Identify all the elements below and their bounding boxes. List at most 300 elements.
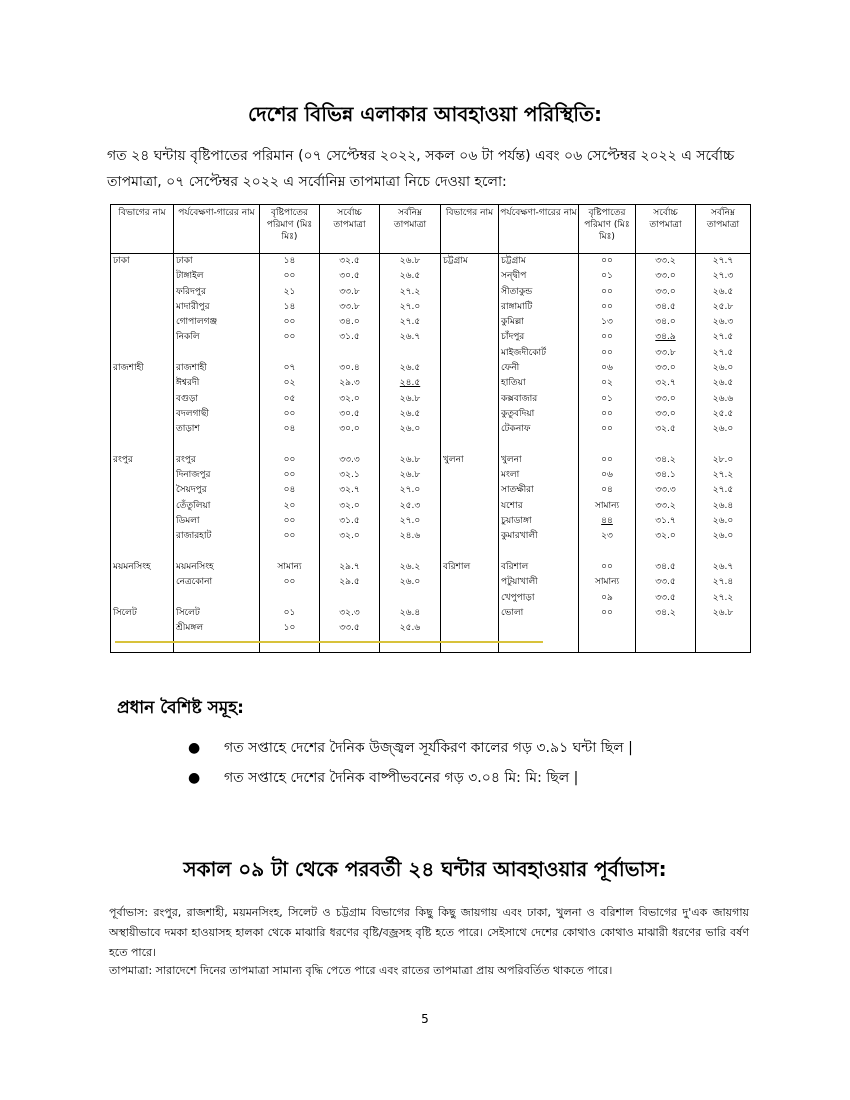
cell-division [441, 514, 499, 529]
cell-max-temp: ৩৪.৯ [636, 330, 696, 345]
cell-rainfall: ০১ [579, 392, 636, 407]
cell-min-temp: ২৬.৫ [380, 269, 441, 284]
cell-division [441, 499, 499, 514]
cell-station: তেঁতুলিয়া [174, 499, 260, 514]
cell-rainfall: ০০ [260, 575, 320, 590]
cell-rainfall: ০০ [260, 315, 320, 330]
table-row [111, 453, 751, 468]
cell-station [499, 438, 579, 453]
cell-min-temp: ২৫.৮ [696, 300, 751, 315]
cell-rainfall: সামান্য [579, 499, 636, 514]
cell-station: গোপালগঞ্জ [174, 315, 260, 330]
cell-min-temp: ২৭.৫ [380, 315, 441, 330]
cell-division [441, 376, 499, 391]
cell-max-temp: ৩০.৫ [320, 407, 380, 422]
cell-station: কুমারখালী [499, 529, 579, 544]
cell-station [174, 346, 260, 361]
cell-max-temp [636, 621, 696, 636]
cell-division [441, 300, 499, 315]
cell-division [441, 269, 499, 284]
cell-division [441, 438, 499, 453]
cell-max-temp [636, 438, 696, 453]
cell-station: শ্রীমঙ্গল [174, 621, 260, 636]
cell-station: তাড়াশ [174, 422, 260, 437]
cell-station: বদলগাছী [174, 407, 260, 422]
cell-max-temp: ৩৩.৮ [320, 300, 380, 315]
table-row [111, 514, 751, 529]
cell-station: হাতিয়া [499, 376, 579, 391]
cell-max-temp: ৩৩.০ [636, 269, 696, 284]
cell-rainfall: সামান্য [260, 560, 320, 575]
cell-station: বরিশাল [499, 560, 579, 575]
header-min-temp: সর্বনিম্ন তাপমাত্রা [380, 205, 441, 254]
cell-rainfall: ৪৪ [579, 514, 636, 529]
cell-division [111, 376, 174, 391]
cell-min-temp: ২৬.৮ [380, 468, 441, 483]
cell-division [441, 636, 499, 652]
cell-max-temp: ৩২.০ [320, 499, 380, 514]
table-row [111, 483, 751, 498]
intro-paragraph: গত ২৪ ঘন্টায় বৃষ্টিপাতের পরিমান (০৭ সেপ্টেম্বর ২০২২, সকল ০৬ টা পর্যন্ত) এবং ০৬ সেপ্টেম্বর ২০২২ এ সর্বোচ্চ তাপমাত্রা, ০৭ সেপ্টেম্বর ২০২২ এ সর্বোনিম্ন তাপমাত্রা নিচে দেওয়া হলো: [107, 148, 735, 190]
cell-rainfall: ১০ [260, 621, 320, 636]
cell-min-temp: ২৬.৭ [696, 560, 751, 575]
cell-station: খেপুপাড়া [499, 591, 579, 606]
table-row [111, 285, 751, 300]
cell-rainfall: ০০ [579, 330, 636, 345]
cell-station: টেকনাফ [499, 422, 579, 437]
cell-min-temp [696, 636, 751, 652]
cell-station [174, 636, 260, 652]
forecast-title: সকাল ০৯ টা থেকে পরবর্তী ২৪ ঘন্টার আবহাওয়ার পূর্বাভাস: [183, 857, 667, 881]
header-rainfall: বৃষ্টিপাতের পরিমাণ (মিঃ মিঃ) [260, 205, 320, 254]
cell-rainfall [260, 545, 320, 560]
cell-min-temp: ২৭.২ [696, 591, 751, 606]
table-row [111, 621, 751, 636]
cell-rainfall: ০৬ [579, 361, 636, 376]
cell-division [441, 346, 499, 361]
cell-division [441, 392, 499, 407]
cell-rainfall [579, 438, 636, 453]
cell-division [441, 575, 499, 590]
cell-division [111, 330, 174, 345]
cell-station: রংপুর [174, 453, 260, 468]
cell-max-temp: ২৯.৫ [320, 575, 380, 590]
table-row [111, 468, 751, 483]
cell-max-temp: ৩২.১ [320, 468, 380, 483]
cell-rainfall: ০০ [579, 422, 636, 437]
cell-station: কুতুবদিয়া [499, 407, 579, 422]
cell-division: খুলনা [441, 453, 499, 468]
cell-station: সীতাকুন্ড [499, 285, 579, 300]
features-heading: প্রধান বৈশিষ্ট সমূহ: [117, 698, 244, 718]
cell-max-temp: ৩২.৫ [636, 422, 696, 437]
cell-rainfall: ০১ [260, 606, 320, 621]
cell-rainfall: ০০ [260, 453, 320, 468]
cell-rainfall: ২১ [260, 285, 320, 300]
table-row [111, 269, 751, 284]
cell-max-temp: ৩২.৭ [320, 483, 380, 498]
cell-rainfall: ০৪ [260, 483, 320, 498]
cell-max-temp: ৩১.৫ [320, 330, 380, 345]
cell-min-temp: ২৬.৩ [696, 315, 751, 330]
table-row [111, 361, 751, 376]
cell-max-temp: ৩৩.৫ [636, 575, 696, 590]
cell-max-temp: ৩৪.০ [636, 315, 696, 330]
cell-min-temp: ২৬.৮ [380, 453, 441, 468]
cell-station: নিকলি [174, 330, 260, 345]
cell-min-temp: ২৬.০ [380, 575, 441, 590]
table-row [111, 545, 751, 560]
cell-division: রংপুর [111, 453, 174, 468]
cell-division [111, 636, 174, 652]
table-row [111, 606, 751, 621]
cell-station: মাদারীপুর [174, 300, 260, 315]
cell-division [111, 315, 174, 330]
cell-division [441, 285, 499, 300]
cell-station [174, 545, 260, 560]
cell-max-temp: ৩৩.৫ [636, 591, 696, 606]
cell-max-temp: ৩৩.০ [636, 361, 696, 376]
cell-rainfall: ২০ [260, 499, 320, 514]
cell-rainfall: ০০ [579, 453, 636, 468]
cell-min-temp: ২৭.২ [696, 468, 751, 483]
cell-rainfall: ০০ [260, 330, 320, 345]
cell-max-temp: ৩৩.২ [636, 499, 696, 514]
cell-station: সিলেট [174, 606, 260, 621]
table-row [111, 300, 751, 315]
cell-max-temp [320, 636, 380, 652]
cell-min-temp: ২৬.৮ [380, 392, 441, 407]
cell-rainfall: ০০ [260, 514, 320, 529]
cell-min-temp: ২৭.৭ [696, 254, 751, 270]
cell-min-temp: ২৭.০ [380, 514, 441, 529]
cell-station: চাঁদপুর [499, 330, 579, 345]
cell-min-temp: ২৬.৮ [696, 606, 751, 621]
page-number: 5 [421, 1012, 429, 1026]
cell-rainfall: ০০ [260, 468, 320, 483]
cell-station [499, 636, 579, 652]
cell-station [174, 438, 260, 453]
cell-division [111, 545, 174, 560]
cell-max-temp: ৩০.০ [320, 422, 380, 437]
cell-rainfall: ০০ [579, 254, 636, 270]
cell-min-temp [380, 591, 441, 606]
cell-max-temp: ৩৩.০ [636, 407, 696, 422]
cell-rainfall: সামান্য [579, 575, 636, 590]
cell-max-temp: ২৯.৭ [320, 560, 380, 575]
header-max-temp: সর্বোচ্চ তাপমাত্রা [320, 205, 380, 254]
cell-rainfall [260, 438, 320, 453]
table-row [111, 636, 751, 652]
cell-rainfall: ০৯ [579, 591, 636, 606]
cell-max-temp: ৩৩.২ [636, 254, 696, 270]
table-header-row [111, 205, 751, 254]
cell-division [111, 575, 174, 590]
cell-division [441, 545, 499, 560]
cell-station: সন্দ্বীপ [499, 269, 579, 284]
cell-station: চট্টগ্রাম [499, 254, 579, 270]
header-rainfall: বৃষ্টিপাতের পরিমাণ (মিঃ মিঃ) [579, 205, 636, 254]
cell-max-temp: ৩৪.২ [636, 453, 696, 468]
bullet-text: গত সপ্তাহে দেশের দৈনিক বাষ্পীভবনের গড় ৩.০৪ মি: মি: ছিল | [224, 770, 579, 786]
cell-max-temp: ৩৩.৮ [636, 346, 696, 361]
cell-min-temp: ২৬.৪ [380, 606, 441, 621]
cell-max-temp: ৩২.০ [320, 529, 380, 544]
cell-min-temp: ২৬.৫ [696, 376, 751, 391]
cell-max-temp: ৩৩.৩ [320, 453, 380, 468]
cell-division [441, 407, 499, 422]
cell-station: দিনাজপুর [174, 468, 260, 483]
table-row [111, 591, 751, 606]
cell-rainfall: ০০ [579, 346, 636, 361]
cell-division: রাজশাহী [111, 361, 174, 376]
cell-rainfall [260, 636, 320, 652]
cell-rainfall: ১৪ [260, 300, 320, 315]
cell-division [111, 529, 174, 544]
table-row [111, 529, 751, 544]
cell-division [441, 422, 499, 437]
cell-min-temp: ২৭.৫ [696, 330, 751, 345]
forecast-paragraph: পূর্বাভাস: রংপুর, রাজশাহী, ময়মনসিংহ, সিলেট ও চট্টগ্রাম বিভাগের কিছু কিছু জায়গায় এবং ঢাকা, খুলনা ও বরিশাল বিভাগের দু'এক জায়গায় অস্থায়ীভাবে দমকা হাওয়াসহ হালকা থেকে মাঝারি ধরণের বৃষ্টি/বজ্রসহ বৃষ্টি হতে পারে। সেইসাথে দেশের কোথাও কোথাও মাঝারী ধরণের ভারি বর্ষণ হতে পারে। [109, 906, 749, 959]
cell-rainfall: ০৪ [579, 483, 636, 498]
cell-min-temp: ২৬.৫ [380, 361, 441, 376]
cell-station: রাজশাহী [174, 361, 260, 376]
cell-station: নেত্রকোনা [174, 575, 260, 590]
cell-min-temp: ২৬.০ [696, 361, 751, 376]
bullet-text: গত সপ্তাহে দেশের দৈনিক উজ্জ্বল সূর্যকিরণ কালের গড় ৩.৯১ ঘন্টা ছিল | [224, 740, 633, 756]
bullet-icon: ● [188, 770, 201, 786]
cell-max-temp: ৩৩.০ [636, 392, 696, 407]
cell-min-temp: ২৬.৪ [696, 499, 751, 514]
cell-min-temp: ২৮.০ [696, 453, 751, 468]
cell-division: ময়মনসিংহ [111, 560, 174, 575]
cell-rainfall: ১৩ [579, 315, 636, 330]
cell-division [111, 392, 174, 407]
cell-station: রাঙ্গামাটি [499, 300, 579, 315]
cell-rainfall: ০০ [579, 606, 636, 621]
cell-station: ভোলা [499, 606, 579, 621]
cell-max-temp [320, 346, 380, 361]
header-division: বিভাগের নাম [111, 205, 174, 254]
cell-min-temp: ২৪.৬ [380, 529, 441, 544]
features-list [188, 733, 633, 793]
cell-max-temp [636, 545, 696, 560]
cell-max-temp [320, 545, 380, 560]
bullet-icon: ● [188, 740, 201, 756]
cell-division: চট্টগ্রাম [441, 254, 499, 270]
header-max-temp: সর্বোচ্চ তাপমাত্রা [636, 205, 696, 254]
cell-rainfall [579, 545, 636, 560]
cell-division [111, 422, 174, 437]
cell-rainfall: ০০ [260, 407, 320, 422]
cell-max-temp: ৩১.৭ [636, 514, 696, 529]
temperature-paragraph: তাপমাত্রা: সারাদেশে দিনের তাপমাত্রা সামান্য বৃদ্ধি পেতে পারে এবং রাতের তাপমাত্রা প্রায় অপরিবর্তিত থাকতে পারে। [109, 964, 613, 977]
cell-max-temp: ৩৪.৫ [636, 560, 696, 575]
cell-max-temp: ৩২.৫ [320, 254, 380, 270]
cell-station: কক্সবাজার [499, 392, 579, 407]
cell-station: রাজারহাট [174, 529, 260, 544]
cell-division: সিলেট [111, 606, 174, 621]
cell-max-temp: ৩৩.৩ [636, 483, 696, 498]
cell-division [111, 621, 174, 636]
cell-max-temp [320, 591, 380, 606]
cell-min-temp: ২৬.০ [696, 529, 751, 544]
cell-rainfall [579, 621, 636, 636]
cell-division [111, 483, 174, 498]
cell-rainfall: ০২ [579, 376, 636, 391]
cell-min-temp [380, 636, 441, 652]
cell-max-temp: ৩৪.০ [320, 315, 380, 330]
cell-min-temp: ২৭.৫ [696, 483, 751, 498]
table-row [111, 392, 751, 407]
cell-min-temp: ২৬.৬ [696, 392, 751, 407]
cell-min-temp [380, 346, 441, 361]
cell-min-temp: ২৫.৫ [696, 407, 751, 422]
cell-rainfall: ০০ [579, 285, 636, 300]
cell-min-temp: ২৬.০ [696, 422, 751, 437]
header-station: পর্যবেক্ষণা-গারের নাম [499, 205, 579, 254]
cell-min-temp [696, 438, 751, 453]
table-row [111, 560, 751, 575]
cell-division [111, 499, 174, 514]
cell-station: ঢাকা [174, 254, 260, 270]
weather-table [110, 204, 751, 653]
cell-station: পটুয়াখালী [499, 575, 579, 590]
cell-min-temp [380, 545, 441, 560]
cell-rainfall [579, 636, 636, 652]
cell-station: ফরিদপুর [174, 285, 260, 300]
cell-station [499, 545, 579, 560]
cell-division [111, 468, 174, 483]
cell-division [111, 346, 174, 361]
cell-min-temp: ২৬.৫ [696, 285, 751, 300]
cell-division [441, 315, 499, 330]
cell-min-temp [380, 438, 441, 453]
cell-min-temp: ২৫.৩ [380, 499, 441, 514]
cell-rainfall [260, 346, 320, 361]
cell-min-temp [696, 545, 751, 560]
cell-max-temp: ৩২.০ [636, 529, 696, 544]
list-item [188, 733, 633, 763]
cell-station: মাইজদীকোর্ট [499, 346, 579, 361]
cell-max-temp: ৩২.৭ [636, 376, 696, 391]
cell-division [441, 483, 499, 498]
cell-rainfall: ০০ [260, 529, 320, 544]
cell-max-temp: ৩৪.১ [636, 468, 696, 483]
cell-division [441, 361, 499, 376]
cell-division [111, 285, 174, 300]
cell-max-temp [320, 438, 380, 453]
divider-line [115, 641, 543, 643]
cell-station: সাতক্ষীরা [499, 483, 579, 498]
header-station: পর্যবেক্ষণা-গারের নাম [174, 205, 260, 254]
cell-station: ফেনী [499, 361, 579, 376]
cell-min-temp: ২৭.৩ [696, 269, 751, 284]
cell-station: চুয়াডাঙ্গা [499, 514, 579, 529]
cell-division [111, 514, 174, 529]
cell-min-temp: ২৬.২ [380, 560, 441, 575]
table-row [111, 346, 751, 361]
cell-station: যশোর [499, 499, 579, 514]
cell-max-temp [636, 636, 696, 652]
cell-min-temp: ২৬.৫ [380, 407, 441, 422]
cell-min-temp: ২৭.০ [380, 300, 441, 315]
cell-station: বগুড়া [174, 392, 260, 407]
table-row [111, 376, 751, 391]
cell-division [111, 300, 174, 315]
cell-division [441, 330, 499, 345]
cell-min-temp [696, 621, 751, 636]
cell-max-temp: ৩২.৩ [320, 606, 380, 621]
cell-division [441, 621, 499, 636]
cell-rainfall: ০২ [260, 376, 320, 391]
cell-max-temp: ৩৩.০ [636, 285, 696, 300]
cell-min-temp: ২৭.২ [380, 285, 441, 300]
cell-rainfall: ০৫ [260, 392, 320, 407]
cell-rainfall: ২৩ [579, 529, 636, 544]
cell-division: ঢাকা [111, 254, 174, 270]
table-row [111, 575, 751, 590]
cell-station: ময়মনসিংহ [174, 560, 260, 575]
cell-rainfall: ০৪ [260, 422, 320, 437]
cell-station: কুমিল্লা [499, 315, 579, 330]
cell-division [441, 468, 499, 483]
cell-max-temp: ৩৩.৮ [320, 285, 380, 300]
cell-min-temp: ২৭.৫ [696, 346, 751, 361]
cell-rainfall: ১৪ [260, 254, 320, 270]
cell-min-temp: ২৪.৫ [380, 376, 441, 391]
table-row [111, 330, 751, 345]
cell-max-temp: ৩৪.৫ [636, 300, 696, 315]
cell-max-temp: ৩৩.৫ [320, 621, 380, 636]
cell-station: ডিমলা [174, 514, 260, 529]
table-row [111, 438, 751, 453]
cell-rainfall: ০০ [579, 300, 636, 315]
cell-division [441, 529, 499, 544]
cell-division: বরিশাল [441, 560, 499, 575]
cell-division [111, 438, 174, 453]
cell-station: মংলা [499, 468, 579, 483]
cell-rainfall [260, 591, 320, 606]
list-item [188, 763, 633, 793]
cell-rainfall: ০০ [579, 407, 636, 422]
cell-max-temp: ২৯.৩ [320, 376, 380, 391]
cell-station [174, 591, 260, 606]
table-row [111, 315, 751, 330]
cell-min-temp: ২৬.০ [696, 514, 751, 529]
cell-station [499, 621, 579, 636]
cell-min-temp: ২৬.৮ [380, 254, 441, 270]
table-body [111, 254, 751, 653]
cell-division [111, 407, 174, 422]
cell-rainfall: ০০ [260, 269, 320, 284]
cell-min-temp: ২৫.৬ [380, 621, 441, 636]
page-title: দেশের বিভিন্ন এলাকার আবহাওয়া পরিস্থিতি: [247, 102, 602, 126]
cell-station: ঈশ্বরদী [174, 376, 260, 391]
cell-min-temp: ২৬.৭ [380, 330, 441, 345]
cell-rainfall: ০৭ [260, 361, 320, 376]
table-row [111, 422, 751, 437]
cell-station: খুলনা [499, 453, 579, 468]
cell-max-temp: ৩১.৫ [320, 514, 380, 529]
cell-rainfall: ০৬ [579, 468, 636, 483]
table-row [111, 499, 751, 514]
cell-min-temp: ২৬.০ [380, 422, 441, 437]
cell-max-temp: ৩০.৪ [320, 361, 380, 376]
cell-min-temp: ২৭.০ [380, 483, 441, 498]
cell-division [441, 591, 499, 606]
cell-max-temp: ৩২.০ [320, 392, 380, 407]
